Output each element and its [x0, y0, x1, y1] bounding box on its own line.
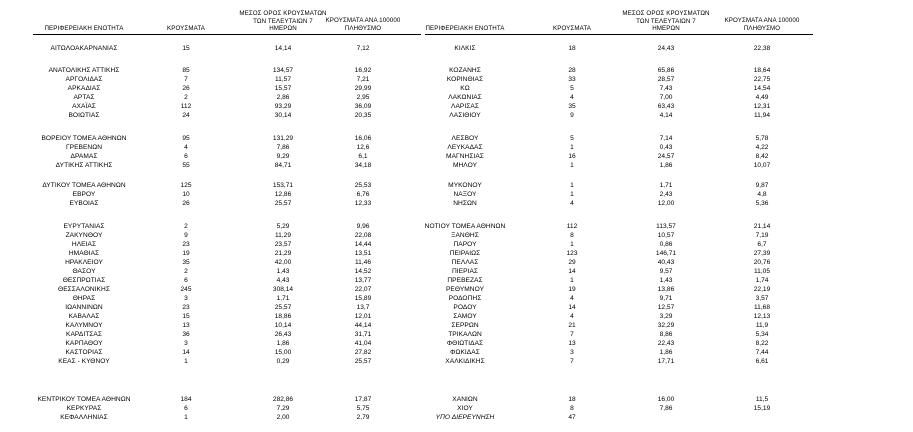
cases-cell: 35	[182, 259, 190, 266]
header-region-right: ΠΕΡΙΦΕΡΕΙΑΚΗ ΕΝΟΤΗΤΑ	[425, 25, 505, 32]
cases-cell: 2	[184, 268, 188, 275]
cases-cell: 13	[568, 340, 576, 347]
cases-cell: 13	[182, 322, 190, 329]
header-per100k-right	[725, 17, 800, 32]
per100k-cell: 12,33	[354, 200, 372, 207]
per100k-cell: 21,14	[753, 223, 771, 230]
region-cell: ΚΙΛΚΙΣ	[454, 45, 476, 52]
region-cell: ΚΕΑΣ - ΚΥΘΝΟΥ	[58, 358, 110, 365]
cases-cell: 23	[182, 304, 190, 311]
avg7-cell: 1,43	[276, 268, 290, 275]
avg7-cell: 42,00	[274, 259, 292, 266]
region-cell: ΡΟΔΟΥ	[453, 304, 477, 311]
avg7-cell: 282,86	[272, 396, 294, 403]
avg7-cell: 65,86	[657, 67, 675, 74]
region-cell: ΧΑΝΙΩΝ	[452, 396, 478, 403]
per100k-cell: 2,95	[356, 94, 370, 101]
avg7-cell: 2,00	[276, 414, 290, 421]
region-cell: ΛΑΚΩΝΙΑΣ	[448, 94, 482, 101]
per100k-cell: 22,07	[354, 286, 372, 293]
cases-cell: 26	[182, 200, 190, 207]
per100k-cell: 14,44	[354, 241, 372, 248]
region-cell: ΘΑΣΟΥ	[72, 268, 96, 275]
avg7-cell: 22,43	[657, 340, 675, 347]
per100k-cell: 22,75	[753, 76, 771, 83]
avg7-cell: 3,29	[659, 313, 673, 320]
region-cell: ΛΕΥΚΑΔΑΣ	[447, 144, 483, 151]
avg7-cell: 13,86	[657, 286, 675, 293]
region-cell: ΘΕΣΣΑΛΟΝΙΚΗΣ	[58, 286, 110, 293]
region-cell: ΚΑΒΑΛΑΣ	[68, 313, 100, 320]
avg7-cell: 0,43	[659, 144, 673, 151]
per100k-cell: 7,44	[755, 349, 769, 356]
avg7-cell: 0,86	[659, 241, 673, 248]
cases-cell: 1	[570, 191, 574, 198]
cases-cell: 4	[570, 94, 574, 101]
region-cell: ΠΕΙΡΑΙΩΣ	[449, 250, 481, 257]
avg7-cell: 25,57	[274, 304, 292, 311]
region-cell: ΓΡΕΒΕΝΩΝ	[65, 144, 103, 151]
region-cell: ΛΑΣΙΘΙΟΥ	[449, 112, 481, 119]
region-cell: ΘΕΣΠΡΩΤΙΑΣ	[62, 277, 106, 284]
region-cell: ΡΟΔΟΠΗΣ	[448, 295, 482, 302]
region-cell: ΥΠΟ ΔΙΕΡΕΥΝΗΣΗ	[435, 414, 495, 421]
cases-cell: 184	[180, 396, 192, 403]
region-cell: ΡΕΘΥΜΝΟΥ	[445, 286, 485, 293]
avg7-cell: 12,57	[657, 304, 675, 311]
avg7-cell: 9,29	[276, 153, 290, 160]
avg7-cell: 84,71	[274, 162, 292, 169]
avg7-cell: 153,71	[272, 182, 294, 189]
region-cell: ΠΡΕΒΕΖΑΣ	[447, 277, 483, 284]
region-cell: ΘΗΡΑΣ	[72, 295, 96, 302]
per100k-cell: 22,19	[753, 286, 771, 293]
cases-cell: 28	[568, 67, 576, 74]
per100k-cell: 41,04	[354, 340, 372, 347]
per100k-cell: 17,87	[354, 396, 372, 403]
avg7-cell: 113,57	[656, 223, 676, 230]
avg7-cell: 4,43	[276, 277, 290, 284]
header-avg7-line1: ΜΕΣΟΣ ΟΡΟΣ ΚΡΟΥΣΜΑΤΩΝ	[622, 10, 710, 17]
per100k-cell: 44,14	[354, 322, 372, 329]
avg7-cell: 2,43	[659, 191, 673, 198]
per100k-cell: 6,76	[356, 191, 370, 198]
cases-cell: 123	[566, 250, 578, 257]
cases-cell: 6	[184, 153, 188, 160]
cases-cell: 47	[568, 414, 576, 421]
avg7-cell: 1,43	[659, 277, 673, 284]
region-cell: ΔΡΑΜΑΣ	[70, 153, 98, 160]
per100k-cell: 3,57	[755, 295, 769, 302]
avg7-cell: 30,14	[274, 112, 292, 119]
cases-cell: 245	[180, 286, 192, 293]
cases-cell: 4	[184, 144, 188, 151]
avg7-cell: 7,86	[659, 405, 673, 412]
avg7-cell: 1,86	[276, 340, 290, 347]
per100k-cell: 25,57	[354, 358, 372, 365]
cases-cell: 6	[184, 405, 188, 412]
cases-cell: 1	[570, 144, 574, 151]
region-cell: ΕΥΒΟΙΑΣ	[69, 200, 99, 207]
per100k-cell: 5,75	[356, 405, 370, 412]
cases-cell: 1	[570, 277, 574, 284]
region-cell: ΚΩ	[460, 85, 470, 92]
per100k-cell: 16,92	[354, 67, 372, 74]
region-cell: ΝΑΞΟΥ	[453, 191, 477, 198]
region-cell: ΑΡΚΑΔΙΑΣ	[67, 85, 101, 92]
per100k-cell: 15,89	[354, 295, 372, 302]
header-avg7-line3: ΗΜΕΡΩΝ	[269, 25, 297, 32]
region-cell: ΠΕΛΛΑΣ	[451, 259, 479, 266]
header-rule-right	[425, 34, 813, 35]
per100k-cell: 12,13	[753, 313, 771, 320]
avg7-cell: 4,14	[659, 112, 673, 119]
avg7-cell: 7,43	[659, 85, 673, 92]
avg7-cell: 28,57	[657, 76, 675, 83]
cases-cell: 23	[182, 241, 190, 248]
cases-cell: 3	[184, 340, 188, 347]
per100k-cell: 6,61	[755, 358, 769, 365]
avg7-cell: 9,71	[659, 295, 673, 302]
per100k-cell: 5,78	[755, 135, 769, 142]
cases-cell: 33	[568, 76, 576, 83]
per100k-cell: 9,87	[755, 182, 769, 189]
region-cell: ΣΕΡΡΩΝ	[451, 322, 479, 329]
region-cell: ΜΑΓΝΗΣΙΑΣ	[446, 153, 484, 160]
per100k-cell: 15,19	[753, 405, 771, 412]
cases-cell: 5	[570, 85, 574, 92]
per100k-cell: 7,21	[356, 76, 370, 83]
avg7-cell: 1,71	[659, 182, 673, 189]
per100k-cell: 18,64	[753, 67, 771, 74]
per100k-cell: 6,1	[358, 153, 368, 160]
cases-cell: 10	[182, 191, 190, 198]
header-per100k-left	[326, 17, 401, 32]
per100k-cell: 11,5	[755, 396, 769, 403]
cases-cell: 4	[570, 313, 574, 320]
per100k-cell: 14,52	[354, 268, 372, 275]
avg7-cell: 134,57	[272, 67, 294, 74]
cases-cell: 14	[568, 304, 576, 311]
cases-cell: 5	[570, 135, 574, 142]
header-avg7-left	[239, 10, 326, 33]
avg7-cell: 11,29	[274, 232, 292, 239]
region-cell: ΣΑΜΟΥ	[453, 313, 477, 320]
avg7-cell: 12,86	[274, 191, 292, 198]
avg7-cell: 5,29	[276, 223, 290, 230]
avg7-cell: 32,29	[657, 322, 675, 329]
region-cell: ΠΑΡΟΥ	[453, 241, 477, 248]
avg7-cell: 0,29	[276, 358, 290, 365]
cases-cell: 112	[566, 223, 578, 230]
per100k-cell: 4,49	[755, 94, 769, 101]
cases-cell: 15	[182, 313, 190, 320]
cases-cell: 4	[570, 295, 574, 302]
region-cell: ΚΟΖΑΝΗΣ	[449, 67, 481, 74]
region-cell: ΧΙΟΥ	[457, 405, 473, 412]
avg7-cell: 17,71	[657, 358, 675, 365]
header-per100k-line2: ΠΛΗΘΥΣΜΟ	[344, 24, 382, 32]
avg7-cell: 18,86	[274, 313, 292, 320]
avg7-cell: 131,29	[272, 135, 294, 142]
cases-cell: 4	[570, 200, 574, 207]
region-cell: ΑΡΓΟΛΙΔΑΣ	[65, 76, 103, 83]
per100k-cell: 10,07	[753, 162, 771, 169]
avg7-cell: 2,86	[276, 94, 290, 101]
cases-cell: 55	[182, 162, 190, 169]
cases-cell: 14	[568, 268, 576, 275]
cases-cell: 8	[570, 232, 574, 239]
per100k-cell: 1,74	[755, 277, 769, 284]
cases-cell: 24	[182, 112, 190, 119]
cases-cell: 7	[184, 76, 188, 83]
avg7-cell: 63,43	[657, 103, 675, 110]
cases-cell: 6	[184, 277, 188, 284]
cases-cell: 112	[180, 103, 192, 110]
avg7-cell: 93,29	[274, 103, 292, 110]
header-per100k-line1: ΚΡΟΥΣΜΑΤΑ ΑΝΑ 100000	[724, 17, 800, 24]
avg7-cell: 1,86	[659, 162, 673, 169]
region-cell: ΖΑΚΥΝΘΟΥ	[65, 232, 103, 239]
avg7-cell: 1,86	[659, 349, 673, 356]
header-per100k-line1: ΚΡΟΥΣΜΑΤΑ ΑΝΑ 100000	[325, 17, 401, 24]
region-cell: ΤΡΙΚΑΛΩΝ	[448, 331, 482, 338]
region-cell: ΕΒΡΟΥ	[72, 191, 96, 198]
per100k-cell: 13,77	[354, 277, 372, 284]
per100k-cell: 13,7	[356, 304, 370, 311]
region-cell: ΚΕΦΑΛΛΗΝΙΑΣ	[60, 414, 108, 421]
cases-cell: 1	[570, 182, 574, 189]
avg7-cell: 308,14	[272, 286, 294, 293]
region-cell: ΝΗΣΩΝ	[453, 200, 477, 207]
avg7-cell: 15,00	[274, 349, 292, 356]
per100k-cell: 11,05	[753, 268, 771, 275]
header-per100k-line2: ΠΛΗΘΥΣΜΟ	[743, 24, 781, 32]
region-cell: ΑΙΤΩΛΟΑΚΑΡΝΑΝΙΑΣ	[50, 45, 118, 52]
cases-cell: 1	[184, 358, 188, 365]
avg7-cell: 10,57	[657, 232, 675, 239]
avg7-cell: 7,00	[659, 94, 673, 101]
region-cell: ΗΛΕΙΑΣ	[71, 241, 97, 248]
region-cell: ΦΩΚΙΔΑΣ	[450, 349, 480, 356]
cases-cell: 1	[184, 414, 188, 421]
avg7-cell: 23,57	[274, 241, 292, 248]
avg7-cell: 14,14	[274, 45, 292, 52]
header-region-left: ΠΕΡΙΦΕΡΕΙΑΚΗ ΕΝΟΤΗΤΑ	[44, 25, 124, 32]
per100k-cell: 8,42	[755, 153, 769, 160]
region-cell: ΞΑΝΘΗΣ	[451, 232, 479, 239]
region-cell: ΚΑΛΥΜΝΟΥ	[65, 322, 103, 329]
avg7-cell: 21,29	[274, 250, 292, 257]
header-cases-right: ΚΡΟΥΣΜΑΤΑ	[553, 25, 591, 32]
region-cell: ΚΑΣΤΟΡΙΑΣ	[65, 349, 103, 356]
cases-cell: 2	[184, 223, 188, 230]
per100k-cell: 5,34	[755, 331, 769, 338]
avg7-cell: 15,57	[274, 85, 292, 92]
per100k-cell: 7,12	[356, 45, 370, 52]
cases-cell: 3	[184, 295, 188, 302]
per100k-cell: 36,09	[354, 103, 372, 110]
cases-cell: 85	[182, 67, 190, 74]
cases-cell: 7	[570, 358, 574, 365]
per100k-cell: 12,6	[356, 144, 370, 151]
per100k-cell: 5,36	[755, 200, 769, 207]
per100k-cell: 29,99	[354, 85, 372, 92]
per100k-cell: 11,68	[753, 304, 771, 311]
avg7-cell: 40,43	[657, 259, 675, 266]
per100k-cell: 12,01	[354, 313, 372, 320]
cases-cell: 1	[570, 162, 574, 169]
region-cell: ΦΘΙΩΤΙΔΑΣ	[446, 340, 484, 347]
avg7-cell: 24,43	[657, 45, 675, 52]
cases-cell: 3	[570, 349, 574, 356]
per100k-cell: 34,18	[354, 162, 372, 169]
region-cell: ΑΡΤΑΣ	[73, 94, 95, 101]
region-cell: ΒΟΡΕΙΟΥ ΤΟΜΕΑ ΑΘΗΝΩΝ	[41, 135, 127, 142]
per100k-cell: 6,7	[757, 241, 767, 248]
cases-cell: 8	[570, 405, 574, 412]
region-cell: ΜΥΚΟΝΟΥ	[448, 182, 482, 189]
cases-cell: 15	[182, 45, 190, 52]
per100k-cell: 22,08	[354, 232, 372, 239]
avg7-cell: 9,57	[659, 268, 673, 275]
per100k-cell: 22,38	[753, 45, 771, 52]
region-cell: ΗΡΑΚΛΕΙΟΥ	[65, 259, 103, 266]
avg7-cell: 10,14	[274, 322, 292, 329]
cases-cell: 36	[182, 331, 190, 338]
per100k-cell: 4,8	[757, 191, 767, 198]
cases-cell: 29	[568, 259, 576, 266]
per100k-cell: 8,22	[755, 340, 769, 347]
region-cell: ΚΑΡΠΑΘΟΥ	[65, 340, 103, 347]
cases-cell: 125	[180, 182, 192, 189]
cases-cell: 9	[570, 112, 574, 119]
per100k-cell: 9,96	[356, 223, 370, 230]
cases-cell: 19	[568, 286, 576, 293]
header-avg7-line2: ΤΩΝ ΤΕΛΕΥΤΑΙΩΝ 7	[253, 17, 313, 25]
region-cell: ΗΜΑΘΙΑΣ	[68, 250, 100, 257]
avg7-cell: 25,57	[274, 200, 292, 207]
cases-cell: 16	[568, 153, 576, 160]
region-cell: ΑΝΑΤΟΛΙΚΗΣ ΑΤΤΙΚΗΣ	[48, 67, 120, 74]
region-cell: ΔΥΤΙΚΗΣ ΑΤΤΙΚΗΣ	[55, 162, 113, 169]
region-cell: ΔΥΤΙΚΟΥ ΤΟΜΕΑ ΑΘΗΝΩΝ	[42, 182, 126, 189]
per100k-cell: 11,9	[755, 322, 769, 329]
header-avg7-line2: ΤΩΝ ΤΕΛΕΥΤΑΙΩΝ 7	[636, 17, 696, 25]
region-cell: ΛΑΡΙΣΑΣ	[451, 103, 479, 110]
per100k-cell: 14,54	[753, 85, 771, 92]
avg7-cell: 24,57	[657, 153, 675, 160]
cases-cell: 18	[568, 45, 576, 52]
per100k-cell: 31,71	[354, 331, 372, 338]
per100k-cell: 12,31	[753, 103, 771, 110]
region-cell: ΧΑΛΚΙΔΙΚΗΣ	[445, 358, 485, 365]
per100k-cell: 16,06	[354, 135, 372, 142]
per100k-cell: 25,53	[354, 182, 372, 189]
region-cell: ΛΕΣΒΟΥ	[451, 135, 479, 142]
region-cell: ΚΕΡΚΥΡΑΣ	[66, 405, 102, 412]
region-cell: ΚΟΡΙΝΘΙΑΣ	[446, 76, 484, 83]
cases-cell: 95	[182, 135, 190, 142]
region-cell: ΚΑΡΔΙΤΣΑΣ	[66, 331, 102, 338]
header-avg7-right	[622, 10, 709, 33]
region-cell: ΝΟΤΙΟΥ ΤΟΜΕΑ ΑΘΗΝΩΝ	[424, 223, 506, 230]
cases-cell: 9	[184, 232, 188, 239]
cases-cell: 14	[182, 349, 190, 356]
avg7-cell: 12,00	[657, 200, 675, 207]
avg7-cell: 7,29	[276, 405, 290, 412]
region-cell: ΒΟΙΩΤΙΑΣ	[68, 112, 100, 119]
per100k-cell: 20,76	[753, 259, 771, 266]
avg7-cell: 16,00	[657, 396, 675, 403]
cases-cell: 21	[568, 322, 576, 329]
avg7-cell: 8,86	[659, 331, 673, 338]
per100k-cell: 11,46	[354, 259, 372, 266]
cases-cell: 35	[568, 103, 576, 110]
region-cell: ΠΙΕΡΙΑΣ	[451, 268, 479, 275]
header-rule-left	[33, 34, 421, 35]
avg7-cell: 7,86	[276, 144, 290, 151]
header-avg7-line1: ΜΕΣΟΣ ΟΡΟΣ ΚΡΟΥΣΜΑΤΩΝ	[239, 10, 327, 17]
per100k-cell: 20,35	[354, 112, 372, 119]
cases-cell: 18	[568, 396, 576, 403]
cases-cell: 2	[184, 94, 188, 101]
region-cell: ΚΕΝΤΡΙΚΟΥ ΤΟΜΕΑ ΑΘΗΝΩΝ	[37, 396, 131, 403]
header-cases-left: ΚΡΟΥΣΜΑΤΑ	[167, 25, 205, 32]
avg7-cell: 26,43	[274, 331, 292, 338]
cases-cell: 7	[570, 331, 574, 338]
region-cell: ΜΗΛΟΥ	[452, 162, 478, 169]
per100k-cell: 27,82	[354, 349, 372, 356]
cases-cell: 26	[182, 85, 190, 92]
avg7-cell: 146,71	[655, 250, 677, 257]
per100k-cell: 13,51	[354, 250, 372, 257]
cases-cell: 19	[182, 250, 190, 257]
avg7-cell: 1,71	[276, 295, 290, 302]
region-cell: ΙΩΑΝΝΙΝΩΝ	[65, 304, 103, 311]
header-avg7-line3: ΗΜΕΡΩΝ	[652, 25, 680, 32]
avg7-cell: 7,14	[659, 135, 673, 142]
per100k-cell: 2,79	[356, 414, 370, 421]
per100k-cell: 7,19	[755, 232, 769, 239]
region-cell: ΕΥΡΥΤΑΝΙΑΣ	[63, 223, 105, 230]
avg7-cell: 11,57	[274, 76, 292, 83]
per100k-cell: 4,22	[755, 144, 769, 151]
per100k-cell: 11,94	[753, 112, 771, 119]
per100k-cell: 27,39	[753, 250, 771, 257]
region-cell: ΑΧΑΪΑΣ	[72, 103, 96, 110]
cases-cell: 1	[570, 241, 574, 248]
